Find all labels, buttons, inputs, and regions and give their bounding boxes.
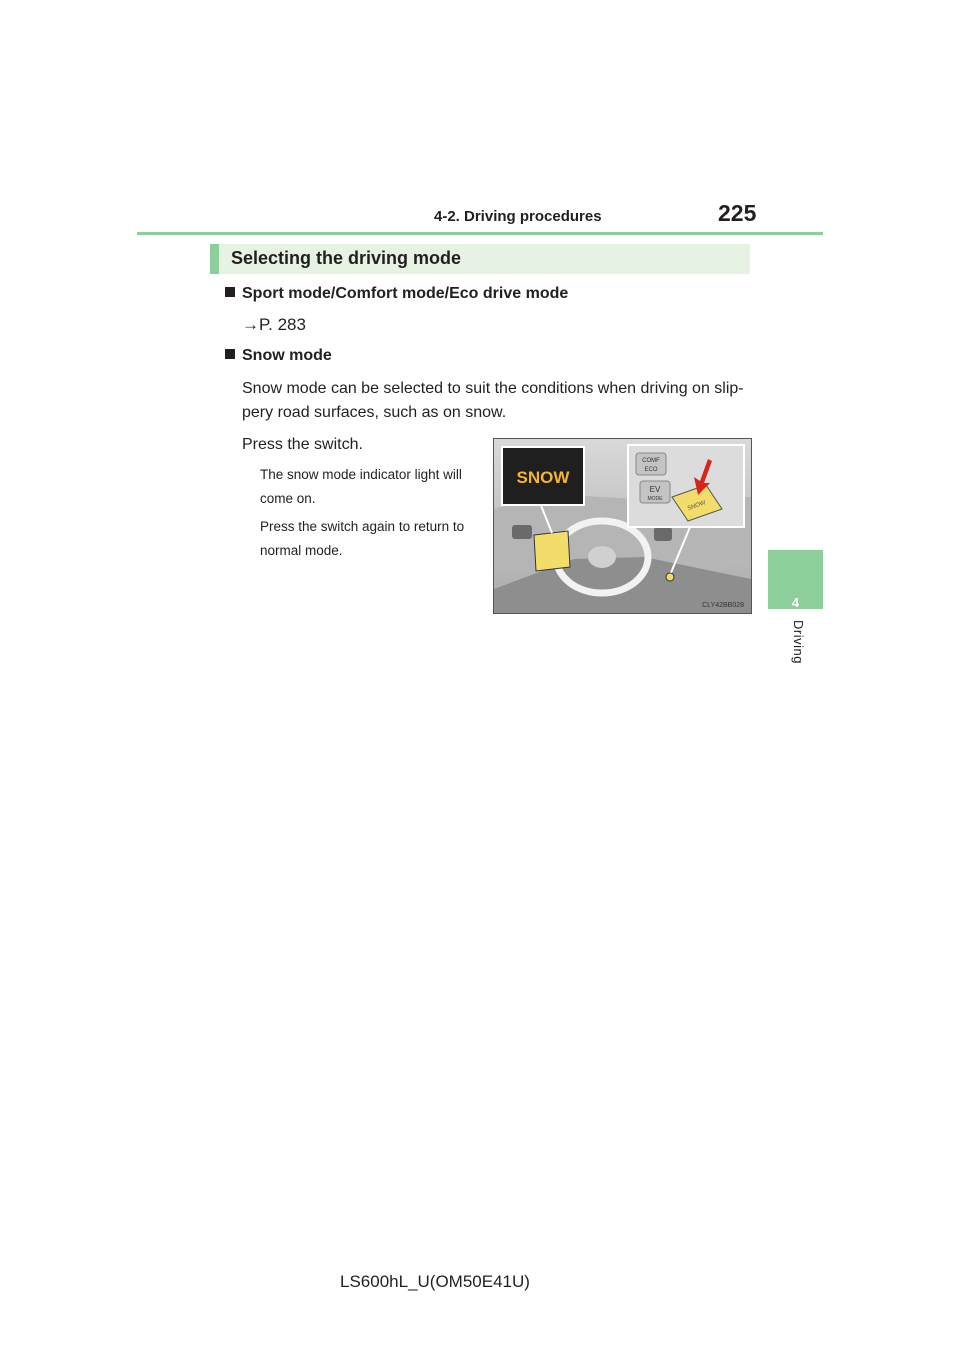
document-footer: LS600hL_U(OM50E41U) <box>340 1272 530 1291</box>
item-heading-snow-mode: Snow mode <box>225 347 332 365</box>
svg-text:EV: EV <box>649 485 661 494</box>
svg-text:COMF: COMF <box>642 458 660 464</box>
body-paragraph-line-1: Snow mode can be selected to suit the conditions when driving on slip- <box>242 380 744 397</box>
section-header <box>210 244 750 274</box>
meter-highlight <box>534 531 570 571</box>
page-number: 225 <box>718 200 757 226</box>
running-header: 4-2. Driving procedures <box>434 208 602 225</box>
note-1-line-2: come on. <box>260 491 316 506</box>
section-title: Selecting the driving mode <box>231 248 462 268</box>
svg-text:MODE: MODE <box>647 496 663 502</box>
figure-code: CLY42BB028 <box>702 602 744 609</box>
note-2-line-1: Press the switch again to return to <box>260 519 465 534</box>
snow-mode-illustration <box>493 438 752 614</box>
svg-text:SNOW: SNOW <box>686 500 707 513</box>
chapter-number: 4 <box>791 595 800 610</box>
header-rule <box>137 232 823 235</box>
svg-text:ECO: ECO <box>644 467 658 473</box>
note-2-line-2: normal mode. <box>260 543 343 558</box>
bullet-square-icon <box>225 287 235 297</box>
item-heading-sport-mode: Sport mode/Comfort mode/Eco drive mode <box>225 285 568 303</box>
body-paragraph-line-2: pery road surfaces, such as on snow. <box>242 404 507 421</box>
chapter-label: Driving <box>791 620 806 664</box>
page-reference-link[interactable]: →P. 283 <box>242 315 306 334</box>
instruction-text: Press the switch. <box>242 436 363 453</box>
note-1-line-1: The snow mode indicator light will <box>260 467 462 482</box>
snow-display-text: SNOW <box>516 468 570 487</box>
bullet-square-icon <box>225 349 235 359</box>
